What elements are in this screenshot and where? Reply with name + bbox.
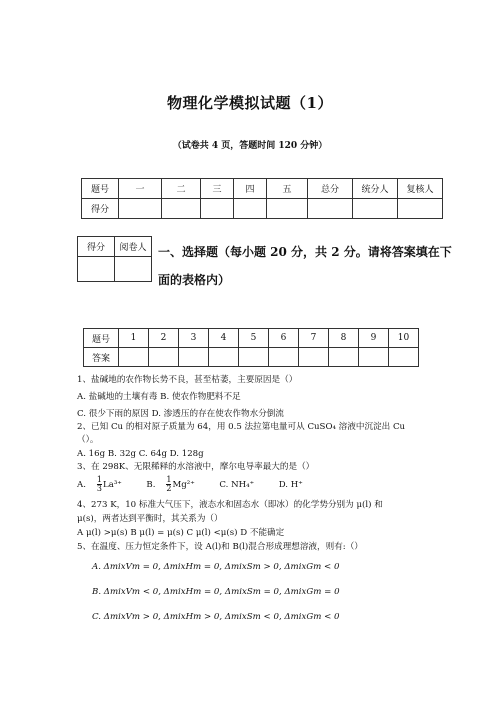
question-1-text: 1、盐碱地的农作物长势不良，甚至枯萎，主要原因是（）	[77, 375, 298, 385]
score-header-cell: 复核人	[398, 179, 443, 199]
question-1-options-ab: A. 盐碱地的土壤有毒 B. 使农作物肥料不足	[77, 392, 241, 402]
exam-info: （试卷共 4 页，答题时间 120 分钟）	[172, 141, 328, 151]
section-heading: 一、选择题（每小题 20 分，共 2 分。请将答案填在下面的表格内）	[158, 245, 452, 287]
answer-header-cell: 1	[119, 329, 149, 348]
question-3-options	[77, 476, 303, 494]
score-cell[interactable]	[353, 199, 398, 219]
page-title: 物理化学模拟试题（1）	[167, 94, 333, 112]
option-a-ion: La³⁺	[102, 480, 122, 490]
score-cell[interactable]	[201, 199, 234, 219]
answer-header-cell: 7	[299, 329, 329, 348]
question-5-option-b: B. ΔmixVm < 0, ΔmixHm = 0, ΔmixSm = 0, ΔmixGm = 0	[92, 587, 340, 597]
answer-header-cell: 5	[239, 329, 269, 348]
answer-header-cell: 6	[269, 329, 299, 348]
score-table	[81, 178, 443, 219]
question-1-options-cd: C. 很少下雨的原因 D. 渗透压的存在使农作物水分倒流	[77, 409, 284, 419]
question-2-text-cont: （）。	[77, 435, 99, 445]
answer-header-cell: 8	[329, 329, 359, 348]
answer-cell[interactable]	[179, 348, 209, 367]
grader-score-cell[interactable]	[78, 257, 115, 282]
grader-header-reviewer: 阅卷人	[115, 237, 152, 257]
answer-header-cell: 4	[209, 329, 239, 348]
option-b-label: B.	[146, 480, 156, 490]
grader-table	[77, 236, 152, 282]
score-row-label: 得分	[82, 199, 119, 219]
grader-reviewer-cell[interactable]	[115, 257, 152, 282]
question-5-option-c: C. ΔmixVm > 0, ΔmixHm > 0, ΔmixSm < 0, ΔmixGm < 0	[92, 612, 340, 622]
question-2-options: A. 16g B. 32g C. 64g D. 128g	[77, 449, 204, 459]
score-header-cell: 四	[234, 179, 267, 199]
score-cell[interactable]	[308, 199, 353, 219]
answer-cell[interactable]	[299, 348, 329, 367]
answer-cell[interactable]	[359, 348, 389, 367]
option-b-ion: Mg²⁺	[172, 480, 195, 490]
score-cell[interactable]	[267, 199, 308, 219]
question-2-text: 2、已知 Cu 的相对原子质量为 64，用 0.5 法拉第电量可从 CuSO₄ 溶液中沉淀出 Cu	[77, 422, 406, 432]
score-cell[interactable]	[398, 199, 443, 219]
score-header-cell: 统分人	[353, 179, 398, 199]
score-header-cell: 总分	[308, 179, 353, 199]
answer-header-cell: 9	[359, 329, 389, 348]
answer-header-cell: 2	[149, 329, 179, 348]
question-5-option-a: A. ΔmixVm = 0, ΔmixHm = 0, ΔmixSm > 0, ΔmixGm < 0	[92, 562, 340, 572]
score-table-row	[82, 199, 443, 219]
answer-cell[interactable]	[209, 348, 239, 367]
answer-cell[interactable]	[389, 348, 419, 367]
answer-cell[interactable]	[149, 348, 179, 367]
score-table-header-row	[82, 179, 443, 199]
answer-header-cell: 题号	[84, 329, 119, 348]
answer-row-label: 答案	[84, 348, 119, 367]
option-c: C. NH₄⁺	[219, 480, 255, 490]
option-a-label: A.	[77, 480, 86, 490]
answer-table-row	[84, 348, 419, 367]
question-3-text: 3、在 298K、无限稀释的水溶液中，摩尔电导率最大的是（）	[77, 462, 315, 472]
question-5-text: 5、在温度、压力恒定条件下，设 A(l)和 B(l)混合形成理想溶液，则有:（）	[77, 542, 363, 552]
score-cell[interactable]	[119, 199, 162, 219]
score-header-cell: 三	[201, 179, 234, 199]
answer-cell[interactable]	[239, 348, 269, 367]
answer-cell[interactable]	[329, 348, 359, 367]
score-cell[interactable]	[162, 199, 201, 219]
answer-cell[interactable]	[119, 348, 149, 367]
fraction-one-half: $\frac{1}{2}$	[166, 475, 172, 493]
answer-cell[interactable]	[269, 348, 299, 367]
question-4-text: 4、273 K，10 标准大气压下，液态水和固态水（即冰）的化学势分别为 μ(l) 和	[77, 500, 383, 510]
option-d: D. H⁺	[278, 480, 303, 490]
answer-table	[83, 328, 419, 367]
answer-header-cell: 10	[389, 329, 419, 348]
fraction-one-third: $\frac{1}{3}$	[96, 475, 102, 493]
question-4-options: A μ(l) >μ(s) B μ(l) = μ(s) C μ(l) <μ(s) D 不能确定	[77, 528, 285, 538]
answer-table-header-row	[84, 329, 419, 348]
question-4-text-cont: μ(s)，两者达到平衡时，其关系为（）	[77, 514, 223, 524]
score-header-cell: 题号	[82, 179, 119, 199]
score-header-cell: 五	[267, 179, 308, 199]
score-header-cell: 一	[119, 179, 162, 199]
grader-header-score: 得分	[78, 237, 115, 257]
score-cell[interactable]	[234, 199, 267, 219]
score-header-cell: 二	[162, 179, 201, 199]
answer-header-cell: 3	[179, 329, 209, 348]
